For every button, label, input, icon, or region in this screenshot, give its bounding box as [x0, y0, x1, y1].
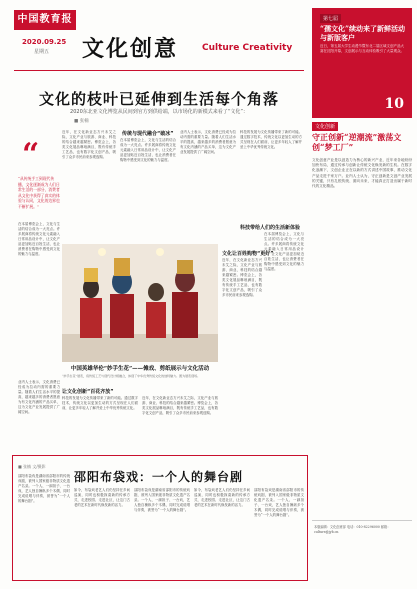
- sidebar-article-tag: 文化创新: [312, 122, 338, 131]
- exhibition-photo[interactable]: [62, 244, 218, 362]
- newspaper-logo[interactable]: 中国教育报: [14, 10, 76, 30]
- article-column: 近年，在文化新业态方兴未艾之际，文化产业与旅游、商业、科技的结合越来越紧密。博览会上，各类文化展品琳琅满目，既有传统手工艺品，也有数字化文创产品，吸引了众多市民前来参观选购。: [142, 396, 218, 415]
- main-byline: ■ 张楠: [74, 119, 89, 124]
- section-title-en: Culture Creativity: [202, 43, 293, 53]
- bottom-article-column: 如今，布袋戏老艺人们仍坚持在乡间巡演，同时也积极探索新的传承方式，走进校园、走进社区，让这门古老的艺术在新时代焕发新的活力。: [194, 488, 250, 507]
- article-column: 科技的发展为文化传播带来了新的可能。通过数字技术，传统文化以更加生动的方式呈现在人们面前，让更多年轻人了解并爱上中华优秀传统文化。: [62, 396, 138, 410]
- sidebar-body: 近日，第五届大学生动漫节暨东北二届区域文创产品大赛在沈阳开幕，文创展示与互动体验吸引了大量观众。: [320, 44, 404, 53]
- photo-caption-title: 中国英雄华伦“妙手生花”——傩戏、剪纸展示与文化活动: [70, 366, 210, 372]
- sidebar-number: 10: [384, 96, 404, 112]
- bottom-article-column: 邵阳布袋戏是湖南省邵阳市的传统戏剧，被列入国家级非物质文化遗产名录。一个人、一副担子、一台戏，艺人独自操纵多个木偶，同时完成说唱与伴奏，被誉为“一个人的舞台剧”。: [18, 474, 70, 503]
- editor-info: [312, 520, 412, 580]
- sidebar-feature[interactable]: [312, 8, 412, 118]
- masthead: [14, 10, 304, 68]
- article-column: 科技的发展为文化传播带来了新的可能。通过数字技术，传统文化以更加生动的方式呈现在人们面前，让更多年轻人了解并爱上中华优秀传统文化。: [240, 130, 302, 149]
- bottom-article-column: 如今，布袋戏老艺人们仍坚持在乡间巡演，同时也积极探索新的传承方式，走进校园、走进社区，让这门古老的艺术在新时代焕发新的活力。: [74, 488, 130, 507]
- issue-weekday: 星期五: [34, 49, 50, 55]
- section-heading: 让文化创新“百花齐放”: [62, 389, 114, 395]
- bottom-article-column: 邵阳布袋戏是湖南省邵阳市的传统戏剧，被列入国家级非物质文化遗产名录。一个人、一副担子、一台戏，艺人独自操纵多个木偶，同时完成说唱与伴奏，被誉为“一个人的舞台剧”。: [134, 488, 190, 512]
- quote-mark-icon: “: [22, 137, 40, 172]
- section-title: 文化创意: [82, 36, 179, 62]
- editor-info-text: 本版编辑：文化创意部 电话：010-82296000 邮箱：culture@jyb.cn: [314, 525, 391, 534]
- section-heading: 文化让百姓购物“更好”: [222, 251, 274, 257]
- masthead-divider: [14, 70, 304, 71]
- sidebar-headline[interactable]: “孺文化”续动来了新鲜活动与新版客户: [320, 24, 406, 42]
- section-heading: 传统与现代融合“破冰”: [122, 131, 174, 137]
- photo-caption: “妙手生花”展览，将传统工艺与现代设计相融合，体现了中华优秀传统文化的独特魅力。图为展览现场。: [62, 374, 201, 378]
- sidebar-article-headline[interactable]: 守正创新“逆潮流”激荡文创“梦工厂”: [312, 132, 402, 152]
- bottom-article-headline[interactable]: 邵阳布袋戏：一个人的舞台剧: [74, 470, 244, 484]
- article-column: 在本届博览会上，文化与生活的结合成为一大亮点。许多展商将传统文化元素融入日常用品设计中，让文化产品更加贴近百姓生活，也让消费者在购物中感受到文化的魅力与温度。: [120, 138, 176, 162]
- pull-quote: “从传统手工到现代传播，文化逐渐成为人们日常生活的一部分，消费者从文化中获得了真实的体验与认同，文化的边界也不断扩展。”: [18, 176, 60, 209]
- exhibition-photo-illustration: [62, 244, 218, 362]
- article-column: 业内人士表示，文化消费已经成为拉动内需的重要力量。随着人们生活水平的提高，越来越多的消费者愿意为有文化内涵的产品买单，这为文化产业发展提供了广阔空间。: [18, 380, 60, 414]
- main-subhead: 2020东北亚文化博览从民间到官方到供给端，以市场化的新模式来看了“文化”：: [70, 109, 248, 115]
- article-column: 近年，在文化新业态方兴未艾之际，文化产业与旅游、商业、科技的结合越来越紧密。博览会上，各类文化展品琳琅满目，既有传统手工艺品，也有数字化文创产品，吸引了众多市民前来参观选购。: [222, 258, 262, 297]
- article-column: 在本届博览会上，文化与生活的结合成为一大亮点。许多展商将传统文化元素融入日常用品设计中，让文化产品更加贴近百姓生活，也让消费者在购物中感受到文化的魅力与温度。: [264, 232, 304, 271]
- sidebar-article-body: 文化创意产业是以创造力为核心的新兴产业，近年来各地纷纷加快布局，通过传承与创新让传统文化焕发新的生机。在数字化浪潮下，文创企业正在以新的方式讲述中国故事，推动文化产品走进千家万户。业内人士认为，守正创新是文创产业发展的关键，只有扎根传统、面向未来，才能真正打造出属于新时代的文化精品。: [312, 158, 412, 189]
- article-column: 业内人士表示，文化消费已经成为拉动内需的重要力量。随着人们生活水平的提高，越来越多的消费者愿意为有文化内涵的产品买单，这为文化产业发展提供了广阔空间。: [180, 130, 236, 154]
- article-column: 在本届博览会上，文化与生活的结合成为一大亮点。许多展商将传统文化元素融入日常用品设计中，让文化产品更加贴近百姓生活，也让消费者在购物中感受到文化的魅力与温度。: [18, 222, 60, 256]
- issue-date: 2020.09.25: [22, 38, 67, 46]
- main-headline[interactable]: 文化的枝叶已延伸到生活每个角落: [38, 90, 279, 108]
- section-heading: 科技带给人们的生活新体验: [240, 225, 301, 231]
- sidebar-article: [312, 120, 412, 470]
- bottom-article-byline: ■ 张楠 文/摄影: [18, 464, 46, 469]
- bottom-article-column: 邵阳布袋戏是湖南省邵阳市的传统戏剧，被列入国家级非物质文化遗产名录。一个人、一副担子、一台戏，艺人独自操纵多个木偶，同时完成说唱与伴奏，被誉为“一个人的舞台剧”。: [254, 488, 304, 517]
- sidebar-tag: 第七届: [320, 14, 341, 23]
- article-column: 近年，在文化新业态方兴未艾之际，文化产业与旅游、商业、科技的结合越来越紧密。博览会上，各类文化展品琳琅满目，既有传统手工艺品，也有数字化文创产品，吸引了众多市民前来参观选购。: [62, 130, 116, 159]
